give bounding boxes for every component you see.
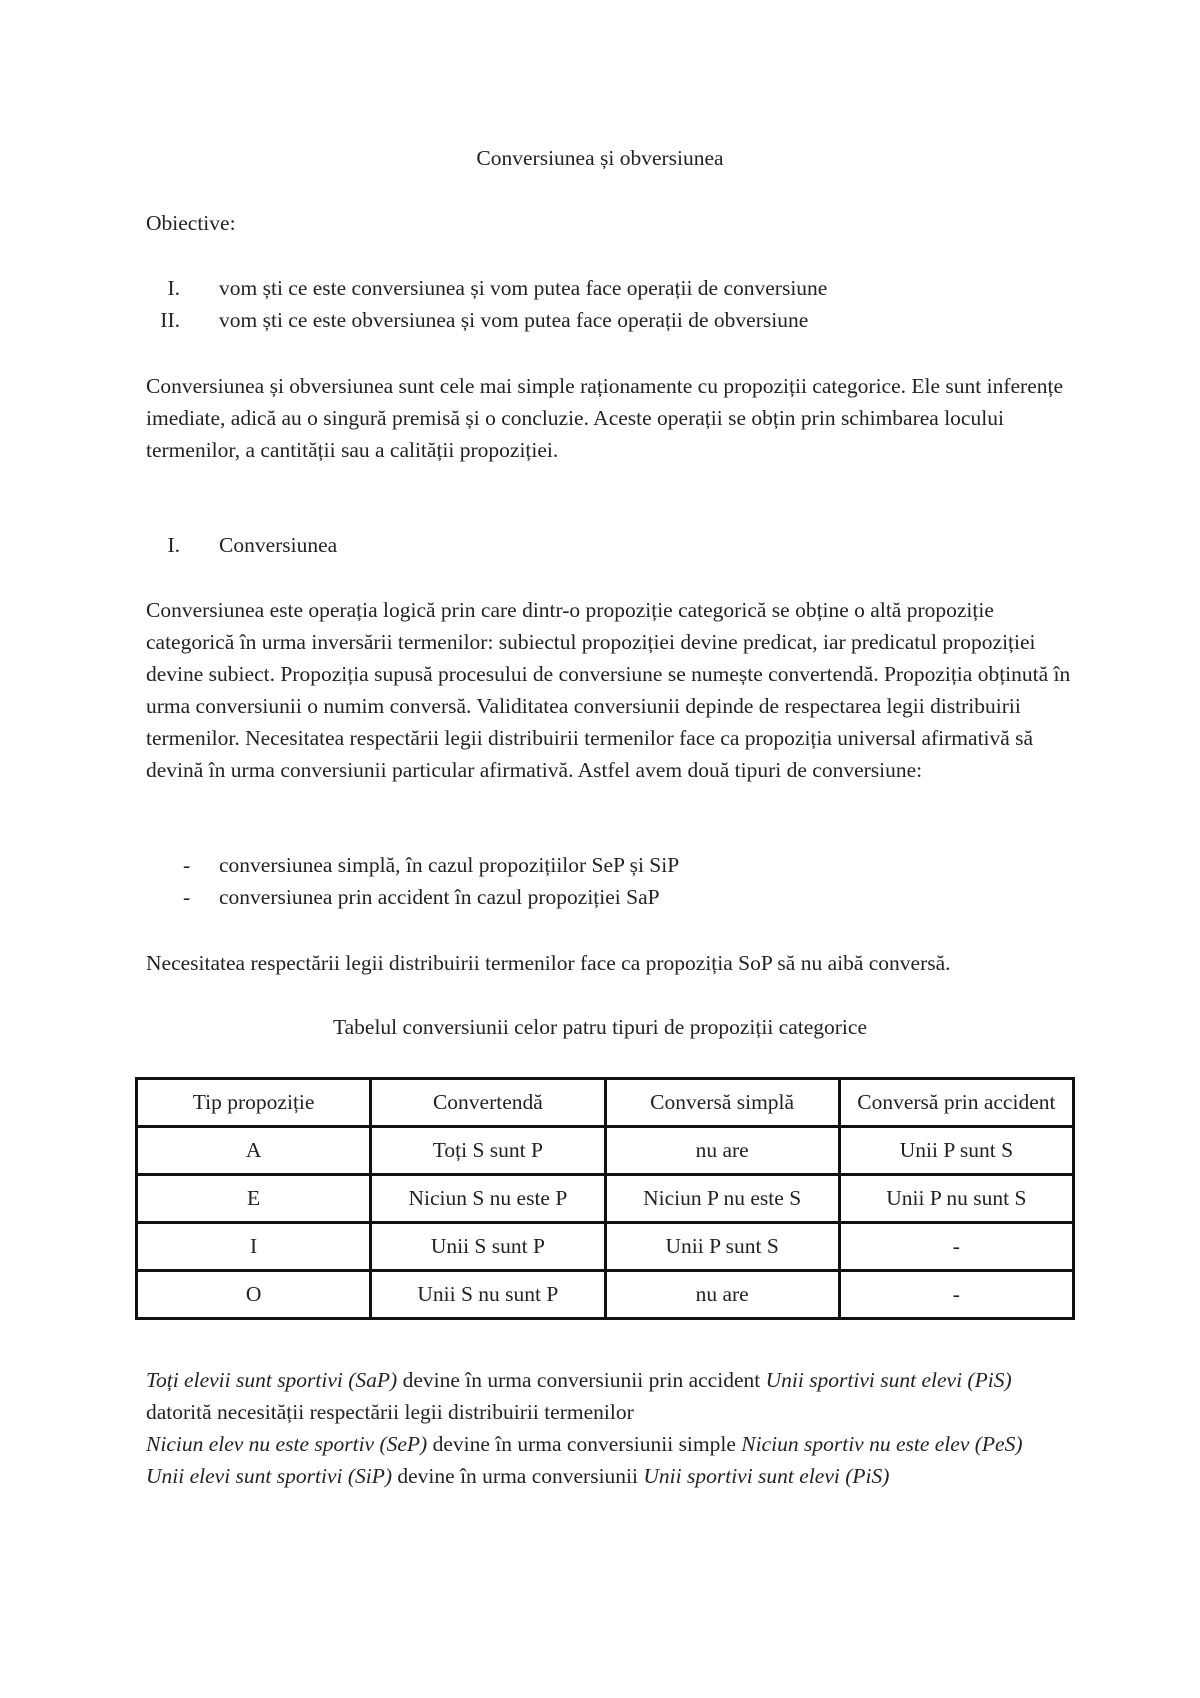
example-text: devine în urma conversiunii — [392, 1464, 644, 1488]
table-row — [137, 1271, 1074, 1319]
examples-block — [146, 1364, 1076, 1492]
example-text: devine în urma conversiunii simple — [427, 1432, 742, 1456]
table-header-cell: Tip propoziție — [137, 1079, 371, 1127]
example-text: devine în urma conversiunii prin accident — [397, 1368, 766, 1392]
example-premise: Toți elevii sunt sportivi (SaP) — [146, 1368, 398, 1392]
example-item — [146, 1364, 1076, 1428]
page-title: Conversiunea și obversiunea — [476, 146, 724, 170]
table-cell: Unii P sunt S — [839, 1127, 1073, 1175]
conversion-table — [135, 1077, 1075, 1320]
list-item: conversiunea prin accident în cazul propoziției SaP — [219, 885, 660, 909]
table-header-row — [137, 1079, 1074, 1127]
objective-number: I. — [167, 276, 180, 300]
table-row — [137, 1127, 1074, 1175]
table-cell: nu are — [605, 1271, 839, 1319]
objective-text: vom ști ce este obversiunea și vom putea face operații de obversiune — [219, 308, 809, 332]
table-cell: Unii P sunt S — [605, 1223, 839, 1271]
table-cell: Niciun P nu este S — [605, 1175, 839, 1223]
table-cell: Niciun S nu este P — [371, 1175, 605, 1223]
table-cell: Unii P nu sunt S — [839, 1175, 1073, 1223]
section-title: Conversiunea — [219, 533, 338, 557]
table-cell: - — [839, 1223, 1073, 1271]
objective-text: vom ști ce este conversiunea și vom putea face operații de conversiune — [219, 276, 828, 300]
table-caption: Tabelul conversiunii celor patru tipuri de propoziții categorice — [332, 1015, 867, 1039]
objectives-label: Obiective: — [146, 211, 236, 235]
objective-number: II. — [160, 308, 180, 332]
table-row — [137, 1175, 1074, 1223]
table-cell: Unii S sunt P — [371, 1223, 605, 1271]
example-premise: Niciun elev nu este sportiv (SeP) — [146, 1432, 428, 1456]
table-header-cell: Conversă simplă — [605, 1079, 839, 1127]
example-conclusion: Unii sportivi sunt elevi (PiS) — [765, 1368, 1012, 1392]
example-item — [146, 1428, 1076, 1460]
table-row — [137, 1223, 1074, 1271]
table-header-cell: Convertendă — [371, 1079, 605, 1127]
definition-paragraph: Conversiunea este operația logică prin care dintr-o propoziție categorică se obține o altă propoziție categorică în urma inversării termenilor: subiectul propoziției devine predicat, iar predicatul propoziției devine subiect. Propoziția supusă procesului de conversiune se numește convertendă. Propoziția obținută în urma conversiunii o numim conversă. Validitatea conversiunii depinde de respectarea legii distribuirii termenilor. Necesitatea respectării legii distribuirii termenilor face ca propoziția universal afirmativă să devină în urma conversiunii particular afirmativă. Astfel avem două tipuri de conversiune: — [146, 598, 1071, 782]
table-header-cell: Conversă prin accident — [839, 1079, 1073, 1127]
table-cell: Toți S sunt P — [371, 1127, 605, 1175]
table-cell: - — [839, 1271, 1073, 1319]
table-cell: nu are — [605, 1127, 839, 1175]
table-cell: A — [137, 1127, 371, 1175]
section-number: I. — [167, 533, 180, 557]
list-bullet: - — [183, 885, 191, 909]
example-text: datorită necesității respectării legii distribuirii termenilor — [146, 1400, 634, 1424]
list-item: conversiunea simplă, în cazul propozițiilor SeP și SiP — [219, 853, 680, 877]
example-conclusion: Unii sportivi sunt elevi (PiS) — [643, 1464, 890, 1488]
table-cell: I — [137, 1223, 371, 1271]
example-item — [146, 1460, 1076, 1492]
list-bullet: - — [183, 853, 191, 877]
table-cell: O — [137, 1271, 371, 1319]
table-cell: Unii S nu sunt P — [371, 1271, 605, 1319]
table-cell: E — [137, 1175, 371, 1223]
example-conclusion: Niciun sportiv nu este elev (PeS) — [741, 1432, 1023, 1456]
intro-paragraph: Conversiunea și obversiunea sunt cele mai simple raționamente cu propoziții categorice. Ele sunt inferențe imediate, adică au o singură premisă și o concluzie. Aceste operații se obțin prin schimbarea locului termenilor, a cantității sau a calității propoziției. — [146, 374, 1064, 462]
note-paragraph: Necesitatea respectării legii distribuirii termenilor face ca propoziția SoP să nu aibă conversă. — [146, 951, 951, 975]
example-premise: Unii elevi sunt sportivi (SiP) — [146, 1464, 393, 1488]
